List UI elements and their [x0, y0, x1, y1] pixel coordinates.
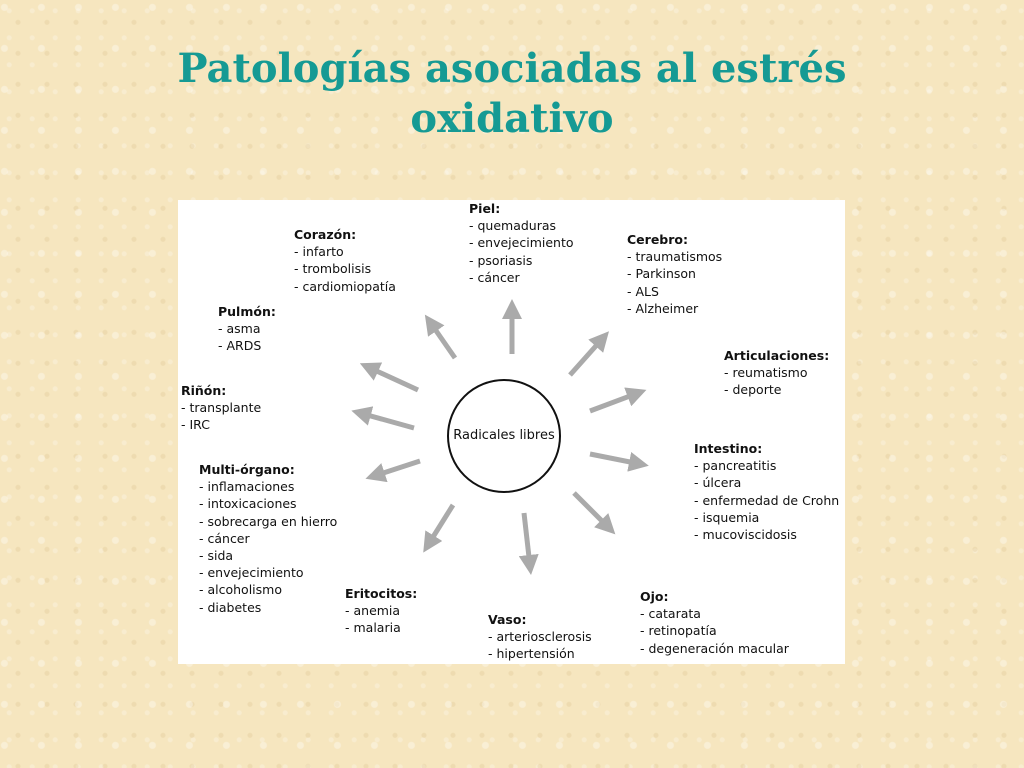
organ-eritocitos-name: Eritocitos:	[345, 586, 418, 601]
organ-cerebro-item: - Parkinson	[627, 266, 696, 282]
organ-eritocitos	[345, 585, 417, 637]
arrow-to-multi	[374, 461, 420, 476]
slide-title-line-2: oxidativo	[410, 95, 614, 142]
organ-corazon-item: - cardiomiopatía	[294, 278, 396, 294]
organ-piel-item: - envejecimiento	[469, 235, 574, 251]
organ-rinon	[181, 382, 261, 434]
organ-intestino	[694, 440, 839, 543]
arrow-to-articulaciones	[590, 393, 638, 411]
arrow-to-corazon	[430, 322, 455, 358]
organ-pulmon	[218, 303, 276, 355]
arrow-to-vaso	[524, 513, 530, 566]
organ-ojo-item: - degeneración macular	[640, 640, 789, 656]
organ-rinon-name: Riñón:	[181, 383, 227, 398]
organ-piel-item: - quemaduras	[469, 218, 557, 234]
organ-piel	[469, 200, 574, 286]
organ-cerebro	[627, 231, 722, 317]
organ-intestino-item: - úlcera	[694, 475, 742, 491]
arrow-to-pulmon	[368, 367, 418, 390]
organ-cerebro-name: Cerebro:	[627, 232, 688, 247]
organ-vaso-name: Vaso:	[488, 612, 527, 627]
organ-corazon-name: Corazón:	[294, 227, 357, 242]
center-label: Radicales libres	[453, 427, 555, 443]
organ-pulmon-name: Pulmón:	[218, 304, 276, 319]
arrow-to-eritocitos	[428, 505, 453, 545]
organ-piel-name: Piel:	[469, 201, 501, 216]
organ-corazon-item: - infarto	[294, 244, 344, 260]
arrow-to-rinon	[360, 413, 414, 428]
organ-ojo	[640, 588, 789, 657]
organ-vaso-item: - arteriosclerosis	[488, 629, 592, 645]
organ-intestino-item: - mucoviscidosis	[694, 527, 797, 543]
organ-multi-item: - intoxicaciones	[199, 496, 297, 512]
organ-eritocitos-item: - malaria	[345, 620, 401, 636]
arrow-to-intestino	[590, 454, 640, 464]
organ-intestino-item: - isquemia	[694, 509, 760, 525]
arrow-to-cerebro	[570, 338, 603, 375]
organ-multi-item: - cáncer	[199, 530, 250, 546]
organ-cerebro-item: - traumatismos	[627, 249, 723, 265]
organ-rinon-item: - IRC	[181, 417, 210, 433]
organ-articulaciones-name: Articulaciones:	[724, 348, 830, 363]
organ-articulaciones-item: - deporte	[724, 382, 782, 398]
organ-ojo-item: - retinopatía	[640, 623, 717, 639]
organ-multi	[199, 461, 337, 616]
organ-vaso	[488, 611, 592, 663]
organ-multi-item: - inflamaciones	[199, 479, 295, 495]
slide-title	[0, 44, 1024, 144]
organ-cerebro-item: - Alzheimer	[627, 300, 699, 316]
organ-multi-item: - sobrecarga en hierro	[199, 513, 338, 529]
organ-cerebro-item: - ALS	[627, 283, 659, 299]
organ-multi-item: - sida	[199, 548, 234, 564]
organ-ojo-name: Ojo:	[640, 589, 669, 604]
organ-intestino-item: - enfermedad de Crohn	[694, 492, 840, 508]
organ-piel-item: - psoriasis	[469, 252, 533, 268]
organ-ojo-item: - catarata	[640, 606, 701, 622]
organ-vaso-item: - hipertensión	[488, 646, 575, 662]
organ-corazon-item: - trombolisis	[294, 261, 372, 277]
organ-multi-item: - alcoholismo	[199, 582, 282, 598]
organ-articulaciones-item: - reumatismo	[724, 365, 808, 381]
organ-eritocitos-item: - anemia	[345, 603, 401, 619]
organ-intestino-item: - pancreatitis	[694, 458, 777, 474]
organ-corazon	[294, 226, 396, 295]
organ-pulmon-item: - asma	[218, 321, 261, 337]
organ-piel-item: - cáncer	[469, 269, 520, 285]
organ-multi-name: Multi-órgano:	[199, 462, 295, 477]
organ-pulmon-item: - ARDS	[218, 338, 262, 354]
organ-intestino-name: Intestino:	[694, 441, 763, 456]
free-radicals-diagram	[178, 200, 845, 664]
slide-title-line-1: Patologías asociadas al estrés	[177, 45, 847, 92]
organ-multi-item: - diabetes	[199, 599, 262, 615]
organ-articulaciones	[724, 347, 829, 399]
organ-rinon-item: - transplante	[181, 400, 262, 416]
organ-multi-item: - envejecimiento	[199, 565, 304, 581]
arrow-to-ojo	[574, 493, 609, 528]
